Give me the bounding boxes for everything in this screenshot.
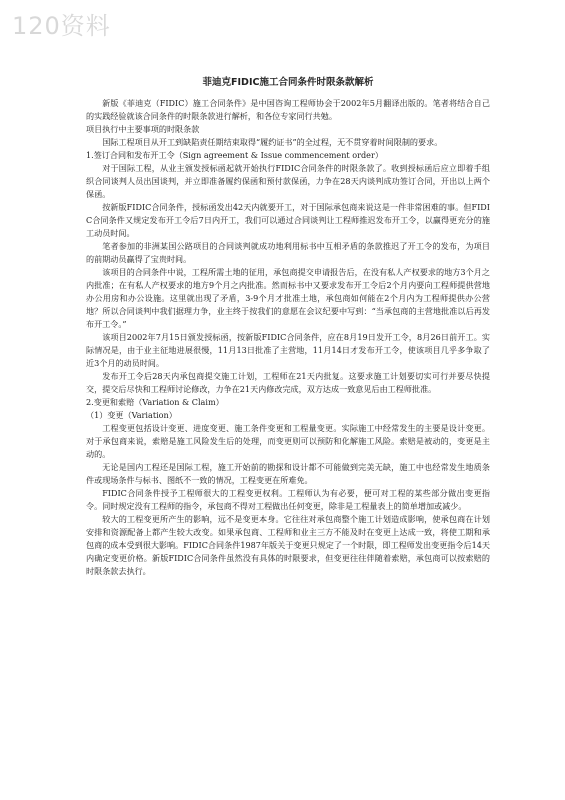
section-heading: 1.签订合同和发布开工令（Sign agreement & Issue commencement order） (86, 150, 383, 160)
paragraph: 国际工程项目从开工到缺陷责任期结束取得“履约证书”的全过程，无不贯穿着时间限制的要求。 (102, 137, 443, 147)
paragraph: FIDIC合同条件授予工程师很大的工程变更权利。工程师认为有必要，便可对工程的某些部分做出变更指令。同时规定没有工程师的指令，承包商不得对工程做出任何变更，除非是工程量表上的简单增加或减少。 (86, 488, 490, 511)
section-heading: （1）变更（Variation） (86, 410, 177, 420)
watermark-logo: 120资料 (12, 12, 111, 40)
paragraph: 新版《菲迪克（FIDIC）施工合同条件》是中国咨询工程师协会于2002年5月翻译出版的。笔者将结合自己的实践经验就该合同条件的时限条款进行解析，和各位专家同行共勉。 (86, 98, 490, 121)
document-title: 菲迪克FIDIC施工合同条件时限条款解析 (202, 77, 374, 88)
document-page (86, 74, 490, 578)
paragraph: 发布开工令后28天内承包商提交施工计划，工程师在21天内批复。这要求施工计划要切实可行并要尽快提交，提交后尽快和工程师讨论修改，力争在21天内修改完成，双方达成一致意见后由工程师批准。 (86, 371, 490, 394)
section-heading: 2.变更和索赔（Variation & Claim） (86, 397, 224, 407)
section-heading: 项目执行中主要事项的时限条款 (86, 124, 200, 134)
paragraph: 较大的工程变更所产生的影响，远不是变更本身。它往往对承包商整个施工计划造成影响，使承包商在计划安排和资源配备上都产生较大改变。如果承包商、工程师和业主三方不能及时在变更上达成一致，将使工期和承包商的成本受到很大影响。FIDIC合同条件1987年版关于变更只规定了一个时限，即工程师发出变更指令后14天内确定变更价格。新版FIDIC合同条件虽然没有具体的时限要求，但变更往往伴随着索赔，承包商可以按索赔的时限条款去执行。 (86, 514, 490, 576)
paragraph: 该项目2002年7月15日颁发授标函，按新版FIDIC合同条件，应在8月19日发开工令，8月26日前开工。实际情况是，由于业主征地进展很慢，11月13日批准了主营地，11月14日才发布开工令，使该项目几乎多争取了近3个月的动员时间。 (86, 332, 490, 368)
document-body (86, 97, 490, 578)
paragraph: 笔者参加的非洲某国公路项目的合同谈判就成功地利用标书中互相矛盾的条款推迟了开工令的发布，为项目的前期动员赢得了宝贵时间。 (86, 241, 490, 264)
paragraph: 工程变更包括设计变更、进度变更、施工条件变更和工程量变更。实际施工中经常发生的主要是设计变更。对于承包商来说，索赔是施工风险发生后的处理，而变更则可以预防和化解施工风险。索赔是被动的，变更是主动的。 (86, 423, 490, 459)
paragraph: 对于国际工程，从业主颁发授标函起就开始执行FIDIC合同条件的时限条款了。收到授标函后应立即着手组织合同谈判人员出国谈判，并立即准备履约保函和预付款保函，力争在28天内谈判成功签订合同，开出以上两个保函。 (86, 163, 490, 199)
paragraph: 无论是国内工程还是国际工程，施工开始前的勘探和设计都不可能做到完美无缺，施工中也经常发生地质条件或现场条件与标书、图纸不一致的情况，工程变更在所难免。 (86, 462, 490, 485)
paragraph: 该项目的合同条件中说，工程所需土地的征用，承包商提交申请报告后，在没有私人产权要求的地方3个月之内批准；在有私人产权要求的地方9个月之内批准。然而标书中又要求发布开工令后2个月内要向工程师提供营地办公用房和办公设施。这里就出现了矛盾，3-9个月才批准土地，承包商如何能在2个月内为工程师提供办公营地？所以合同谈判中我们据理力争，业主终于按我们的意愿在会议纪要中写到：“当承包商的主营地批准以后再发布开工令。” (86, 267, 490, 329)
paragraph: 按新版FIDIC合同条件，授标函发出42天内就要开工，对于国际承包商来说这是一件非常困难的事。但FIDIC合同条件又规定发布开工令后7日内开工，我们可以通过合同谈判让工程师推迟发布开工令，以赢得更充分的施工动员时间。 (86, 202, 490, 238)
